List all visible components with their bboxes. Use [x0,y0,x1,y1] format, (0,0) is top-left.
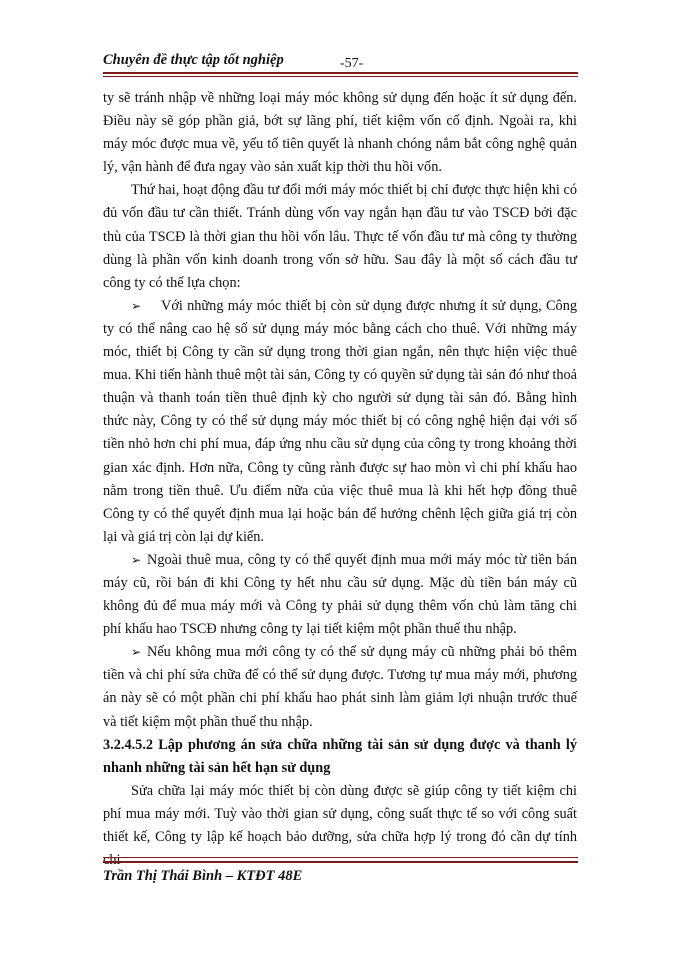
bullet-item-3 [103,641,577,733]
footer-rule-thick [103,861,578,863]
header-title: Chuyên đề thực tập tốt nghiệp [103,52,284,68]
footer-author: Trần Thị Thái Bình – KTĐT 48E [103,868,303,884]
arrow-bullet-icon: ➢ [131,645,142,660]
paragraph-3: Sửa chữa lại máy móc thiết bị còn dùng được sẽ giúp công ty tiết kiệm chi phí mua máy mới. Tuỳ vào thời gian sử dụng, công suất thực tế so với công suất thiết kế, Công ty lập kế hoạch bảo dưỡng, sửa chữa hợp lý trong đó cần dự tính chi [103,782,577,869]
paragraph-1: ty sẽ tránh nhập về những loại máy móc không sử dụng đến hoặc ít sử dụng đến. Điều này sẽ góp phần giả, bớt sự lãng phí, tiết kiệm vốn cố định. Ngoài ra, khi máy móc được mua về, yếu tố tiên quyết là nhanh chóng nắm bắt công nghệ quản lý, vận hành để đưa ngay vào sản xuất kịp thời thu hồi vốn. [103,90,577,176]
header-rule-thick [103,72,578,74]
paragraph-2: Thứ hai, hoạt động đầu tư đổi mới máy móc thiết bị chỉ được thực hiện khi có đủ vốn đầu tư cần thiết. Tránh dùng vốn vay ngắn hạn đầu tư vào TSCĐ bởi đặc thù của TSCĐ là thời gian thu hồi vốn lâu. Thực tế vốn đầu tư mà công ty thường dùng là phần vốn kinh doanh trong vốn sở hữu. Sau đây là một số cách đầu tư công ty có thể lựa chọn: [103,182,577,291]
header-rule-thin [103,76,578,77]
bullet-item-3-text: Nếu không mua mới công ty có thể sử dụng máy cũ những phải bỏ thêm tiền và chi phí sửa chữa để có thể sử dụng được. Tương tự mua máy mới, phương án này sẽ có một phần chi phí khấu hao phát sinh làm giảm lợi nhuận trước thuế và tiết kiệm một phần thuế thu nhập. [103,644,577,730]
bullet-item-1 [103,295,577,549]
section-heading: 3.2.4.5.2 Lập phương án sửa chữa những tài sản sử dụng được và thanh lý nhanh những tài sản hết hạn sử dụng [103,736,577,776]
page-number: -57- [340,56,364,71]
bullet-item-2 [103,549,577,641]
bullet-item-2-text: Ngoài thuê mua, công ty có thể quyết định mua mới máy móc từ tiền bán máy cũ, rồi bán đi khi Công ty hết nhu cầu sử dụng. Mặc dù tiền bán máy cũ không đủ để mua máy mới và Công ty phải sử dụng thêm vốn chủ làm tăng chi phí khấu hao TSCĐ nhưng công ty lại tiết kiệm một phần thuế thu nhập. [103,551,577,638]
bullet-item-1-text: Với những máy móc thiết bị còn sử dụng được nhưng ít sử dụng, Công ty có thể nâng cao hệ số sử dụng máy móc bằng cách cho thuê. Với những máy móc, thiết bị Công ty cần sử dụng trong thời gian ngắn, nên thực hiện việc thuê mua. Khi tiến hành thuê một tài sản, Công ty có quyền sử dụng tài sản đó như thoả thuận và thanh toán tiền thuê định kỳ cho người sử dụng tài sản đó. Bằng hình thức này, Công ty có thể sử dụng máy móc thiết bị có công nghệ hiện đại với số tiền nhỏ hơn chi phí mua, đáp ứng nhu cầu sử dụng của công ty trong khoảng thời gian xác định. Hơn nữa, Công ty cũng rành được sự hao mòn vì chi phí khấu hao nằm trong tiền thuê. Ưu điểm nữa của việc thuê mua là khi hết hợp đồng thuê Công ty có thể quyết định mua lại hoặc bán để hưởng chênh lệch giữa giá trị còn lại và giá trị còn lại dự kiến. [103,297,577,545]
page-header [103,50,578,72]
arrow-bullet-icon: ➢ [131,552,142,567]
footer-rule-thin [103,857,578,858]
arrow-bullet-icon: ➢ [131,298,142,313]
document-body [103,87,577,872]
